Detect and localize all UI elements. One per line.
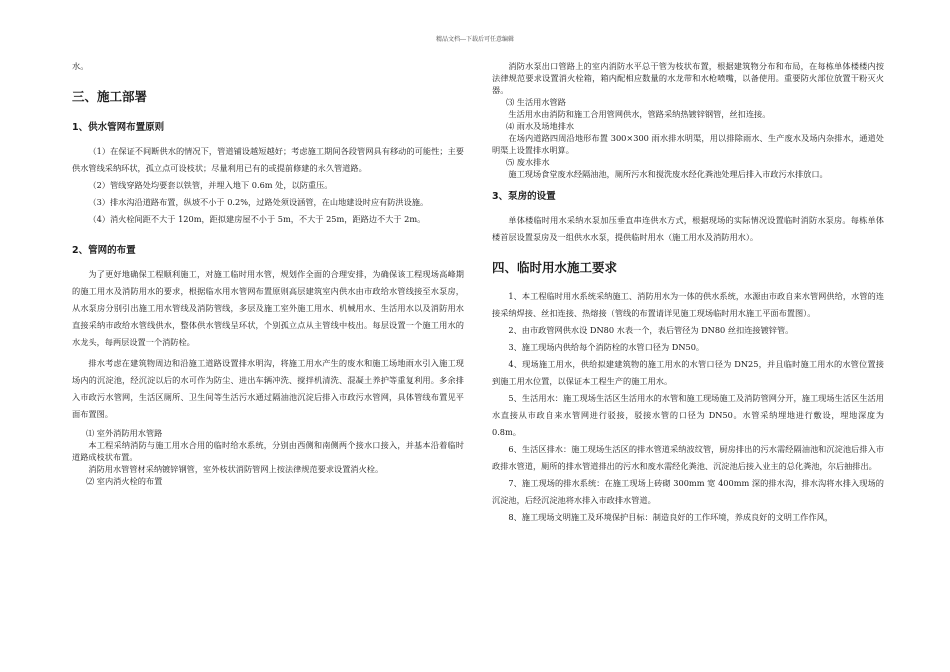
item-outdoor-fire-pipe-material: 消防用水管管材采纳镀锌钢管，室外枝状消防管网上按法律规范要求设置消火栓。 — [88, 464, 384, 474]
section-heading-4: 四、临时用水施工要求 — [492, 260, 618, 275]
item-outdoor-fire-pipe-body: 本工程采纳消防与施工用水合用的临时给水系统，分别由西侧和南侧两个接水口接入，并基本沿着临时道路成枝状布置。 — [72, 440, 464, 462]
requirement-5: 5、生活用水：施工现场生活区生活用水的水管和施工现场施工及消防管网分开，施工现场生活区生活用水直接从市政自来水管网进行驳接，驳接水管的口径为 DN50。水管采纳埋地进行敷设，埋地深度为 0.8m。 — [492, 393, 884, 437]
subheading-water-network-principles: 1、供水管网布置原则 — [72, 122, 165, 133]
requirement-7: 7、施工现场的排水系统：在施工现场上砖砌 300mm 宽 400mm 深的排水沟，排水沟将水排入现场的沉淀池，后经沉淀池将水排入市政排水管道。 — [492, 478, 884, 505]
requirement-4: 4、现场施工用水，供给拟建建筑物的施工用水的水管口径为 DN25，并且临时施工用水的水管位置接到施工用水位置，以保证本工程生产的施工用水。 — [492, 359, 884, 386]
requirement-6: 6、生活区排水：施工现场生活区的排水管道采纳波纹管，厨房排出的污水需经隔油池和沉淀池后排入市政排水管道，厕所的排水管道排出的污水和废水需经化粪池、沉淀池后接入业主的总化粪池，尔后抽排出。 — [492, 444, 884, 471]
paragraph-principle-1: （1）在保证不间断供水的情况下，管道铺设越短越好；考虑施工期间各段管网具有移动的可能性；主要供水管线采纳环状，孤立点可设枝状；尽量利用已有的或提前修建的永久管道路。 — [72, 146, 464, 173]
item-rain-drainage-body: 在场内道路四周沿地形布置 300×300 雨水排水明渠，用以排除雨水、生产废水及场内杂排水，通道处明渠上设置排水明算。 — [492, 133, 884, 155]
requirement-1: 1、本工程临时用水系统采纳施工、消防用水为一体的供水系统，水源由市政自来水管网供给，水管的连接采纳焊接、丝扣连接、热熔接（管线的布置请详见施工现场临时用水施工平面布置图）。 — [492, 291, 884, 318]
item-rain-drainage-title: ⑷ 雨水及场地排水 — [506, 121, 575, 131]
paragraph-pump-room: 单体楼临时用水采纳水泵加压垂直串连供水方式，根据现场的实际情况设置临时消防水泵房。每栋单体楼首层设置泵房及一组供水水泵，提供临时用水（施工用水及消防用水）。 — [492, 215, 884, 242]
item-domestic-water-title: ⑶ 生活用水管路 — [506, 97, 566, 107]
left-column — [72, 58, 464, 487]
requirement-3: 3、施工现场内供给每个消防栓的水管口径为 DN50。 — [508, 342, 705, 352]
paragraph-layout: 为了更好地确保工程顺利施工，对施工临时用水管，规划作全面的合理安排，为确保该工程现场高峰期的施工用水及消防用水的要求，根据临水用水管网布置原则高层建筑室内供水由市政给水管线接至水泵房，从水泵房分别引出施工用水管线及消防管线，多层及施工室外施工用水、机械用水、生活用水以及消防用水直接采纳市政给水管线供水，整体供水管线呈环状，个别孤立点从主管线中枝出。每层设置一个施工用水的水龙头，每两层设置一个消防栓。 — [72, 269, 464, 347]
item-wastewater-title: ⑸ 废水排水 — [506, 157, 550, 167]
paragraph-continuation: 水。 — [72, 61, 89, 71]
item-domestic-water-body: 生活用水由消防和施工合用管网供水，管路采纳热镀锌钢管，丝扣连接。 — [508, 109, 771, 119]
section-heading-3: 三、施工部署 — [72, 89, 148, 104]
item-wastewater-body: 施工现场食堂废水经隔油池，厕所污水和搅洗废水经化粪池处理后排入市政污水排放口。 — [508, 169, 828, 179]
right-column — [492, 60, 884, 526]
paragraph-principle-4: （4）消火栓间距不大于 120m，距拟建房屋不小于 5m，不大于 25m，距路边不大于 2m。 — [88, 214, 426, 224]
requirement-2: 2、由市政管网供水设 DN80 水表一个，表后管径为 DN80 丝扣连接镀锌管。 — [508, 325, 794, 335]
paragraph-indoor-hydrant-body: 消防水泵出口管路上的室内消防水平总干管为枝状布置，根据建筑物分布和布局，在每栋单体楼楼内按法律规范要求设置消火栓箱，箱内配相应数量的水龙带和水枪喷嘴，以备使用。重要防火部位放置干粉灭火器。 — [492, 61, 884, 95]
item-outdoor-fire-pipe-title: ⑴ 室外消防用水管路 — [86, 428, 163, 438]
paragraph-drainage: 排水考虑在建筑物周边和沿施工道路设置排水明沟，将施工用水产生的废水和施工场地雨水引入施工现场内的沉淀池，经沉淀以后的水可作为防尘、进出车辆冲洗、搅拌机清洗、混凝土养护等重复利用。多余排入市政污水管网，生活区厕所、卫生间等生活污水通过隔油池沉淀后排入市政污水管网，具体管线布置见平面布置图。 — [72, 358, 464, 419]
paragraph-principle-2: （2）管线穿路处均要套以铁管，并埋入地下 0.6m 处，以防重压。 — [88, 180, 333, 190]
requirement-8: 8、施工现场文明施工及环境保护目标：制造良好的工作环境，养成良好的文明工作作风， — [508, 512, 833, 522]
item-indoor-hydrant-title: ⑵ 室内消火栓的布置 — [86, 476, 163, 486]
subheading-pump-room: 3、泵房的设置 — [492, 191, 556, 202]
page-header: 精品文档---下载后可任意编辑 — [435, 36, 515, 43]
paragraph-principle-3: （3）排水沟沿道路布置，纵坡不小于 0.2%，过路处须设涵管，在山地建设时应有防洪设施。 — [88, 197, 429, 207]
subheading-network-layout: 2、管网的布置 — [72, 245, 136, 256]
